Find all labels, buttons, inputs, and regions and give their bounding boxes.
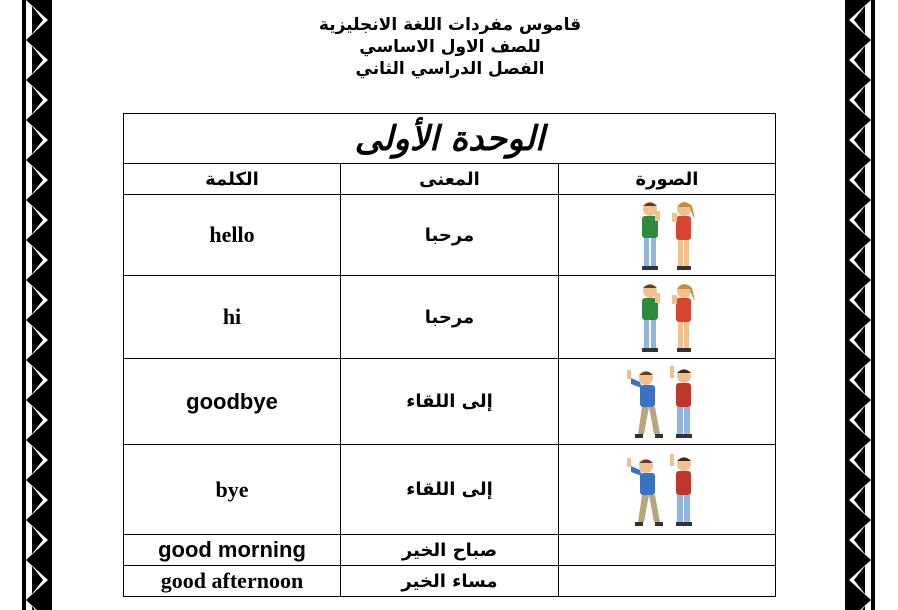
table-row — [124, 195, 776, 276]
empty-picture-cell — [559, 535, 776, 566]
column-header-meaning: المعنى — [341, 164, 559, 195]
header-semester: الفصل الدراسي الثاني — [355, 59, 545, 79]
column-header-word: الكلمة — [124, 164, 341, 195]
waving-goodbye-children-illustration — [559, 359, 776, 445]
decorative-border-left — [22, 0, 52, 610]
meaning-cell: مساء الخير — [341, 566, 559, 597]
word-cell: good morning — [124, 535, 341, 566]
meaning-cell: صباح الخير — [341, 535, 559, 566]
table-row — [124, 359, 776, 445]
table-row — [124, 445, 776, 535]
table-row — [124, 276, 776, 359]
meaning-cell: مرحبا — [341, 276, 559, 359]
document-header — [60, 14, 840, 80]
table-row — [124, 566, 776, 597]
word-cell: goodbye — [124, 359, 341, 445]
word-cell: bye — [124, 445, 341, 535]
header-grade: للصف الاول الاساسي — [359, 37, 541, 57]
header-title: قاموس مفردات اللغة الانجليزية — [318, 15, 582, 35]
meaning-cell: إلى اللقاء — [341, 445, 559, 535]
vocabulary-table — [123, 113, 776, 597]
column-header-picture: الصورة — [559, 164, 776, 195]
waving-goodbye-children-illustration — [559, 445, 776, 535]
table-header-row — [124, 164, 776, 195]
greeting-children-illustration — [559, 276, 776, 359]
table-row — [124, 535, 776, 566]
word-cell: hello — [124, 195, 341, 276]
unit-title: الوحدة الأولى — [124, 114, 776, 164]
greeting-children-illustration — [559, 195, 776, 276]
word-cell: good afternoon — [124, 566, 341, 597]
decorative-border-right — [845, 0, 875, 610]
meaning-cell: إلى اللقاء — [341, 359, 559, 445]
word-cell: hi — [124, 276, 341, 359]
empty-picture-cell — [559, 566, 776, 597]
meaning-cell: مرحبا — [341, 195, 559, 276]
